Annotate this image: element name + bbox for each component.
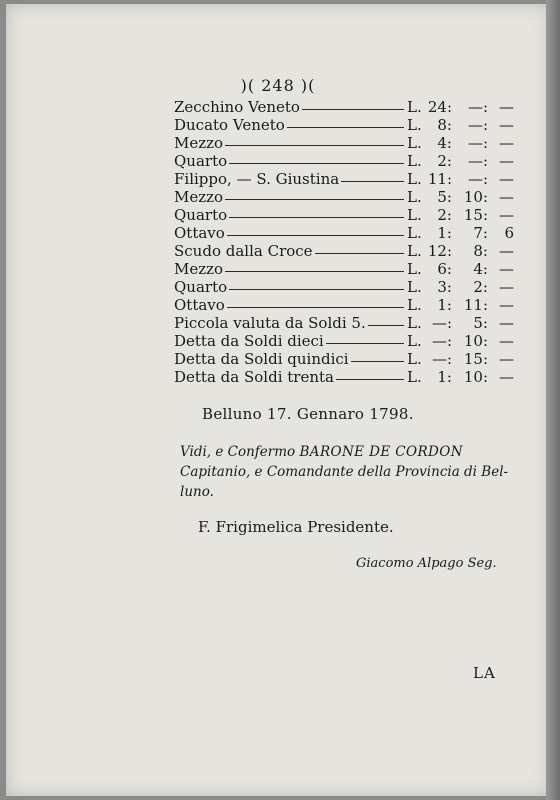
currency-unit: L. xyxy=(407,242,422,260)
denari-value: — xyxy=(499,134,514,152)
currency-unit: L. xyxy=(407,368,422,386)
leader-line xyxy=(227,307,404,308)
lire-value: —: xyxy=(431,350,452,368)
denari-value: — xyxy=(499,152,514,170)
currency-unit: L. xyxy=(407,332,422,350)
leader-line xyxy=(225,199,404,200)
lire-value: —: xyxy=(431,314,452,332)
page-edge-shadow xyxy=(546,0,560,800)
leader-line xyxy=(227,235,404,236)
page-number: )( 248 )( xyxy=(240,76,316,95)
soldi-value: 10: xyxy=(463,332,488,350)
coin-name: Zecchino Veneto xyxy=(174,98,300,116)
lire-value: 4: xyxy=(437,134,452,152)
coin-name: Piccola valuta da Soldi 5. xyxy=(174,314,366,332)
table-row xyxy=(174,116,519,134)
table-row xyxy=(174,260,519,278)
denari-value: — xyxy=(499,206,514,224)
table-row xyxy=(174,170,519,188)
currency-unit: L. xyxy=(407,260,422,278)
soldi-value: 4: xyxy=(473,260,488,278)
coin-name: Scudo dalla Croce xyxy=(174,242,313,260)
leader-line xyxy=(229,289,404,290)
lire-value: 11: xyxy=(427,170,452,188)
coin-name: Filippo, — S. Giustina xyxy=(174,170,340,188)
coin-name: Quarto xyxy=(174,152,228,170)
soldi-value: 15: xyxy=(463,206,488,224)
leader-line xyxy=(287,127,404,128)
leader-line xyxy=(351,361,404,362)
table-row xyxy=(174,224,519,242)
currency-unit: L. xyxy=(407,224,422,242)
soldi-value: 8: xyxy=(473,242,488,260)
lire-value: 1: xyxy=(437,224,452,242)
catchword: LA xyxy=(473,664,496,682)
coin-name: Detta da Soldi quindici xyxy=(174,350,349,368)
table-row xyxy=(174,314,519,332)
denari-value: — xyxy=(499,170,514,188)
leader-line xyxy=(229,163,404,164)
currency-unit: L. xyxy=(407,350,422,368)
table-row xyxy=(174,278,519,296)
soldi-value: —: xyxy=(467,134,488,152)
denari-value: — xyxy=(499,368,514,386)
currency-unit: L. xyxy=(407,314,422,332)
table-row xyxy=(174,350,519,368)
document-page xyxy=(6,4,550,796)
denari-value: — xyxy=(499,260,514,278)
lire-value: 2: xyxy=(437,206,452,224)
denari-value: — xyxy=(499,242,514,260)
currency-unit: L. xyxy=(407,170,422,188)
soldi-value: 11: xyxy=(463,296,488,314)
currency-unit: L. xyxy=(407,188,422,206)
approver-name: BARONE DE CORDON xyxy=(299,444,463,460)
denari-value: — xyxy=(499,296,514,314)
approval-line-1 xyxy=(180,442,522,462)
table-row xyxy=(174,206,519,224)
leader-line xyxy=(341,181,404,182)
leader-line xyxy=(336,379,404,380)
lire-value: 8: xyxy=(437,116,452,134)
currency-unit: L. xyxy=(407,152,422,170)
soldi-value: —: xyxy=(467,116,488,134)
denari-value: — xyxy=(499,332,514,350)
secretary-signature: Giacomo Alpago Seg. xyxy=(356,556,497,571)
approval-line-2: Capitanio, e Comandante della Provincia di Bel- xyxy=(180,464,509,480)
soldi-value: 15: xyxy=(463,350,488,368)
denari-value: — xyxy=(499,188,514,206)
soldi-value: 5: xyxy=(473,314,488,332)
lire-value: 1: xyxy=(437,368,452,386)
place-and-date: Belluno 17. Gennaro 1798. xyxy=(202,405,414,423)
currency-unit: L. xyxy=(407,134,422,152)
lire-value: 24: xyxy=(427,98,452,116)
soldi-value: —: xyxy=(467,170,488,188)
denari-value: — xyxy=(499,350,514,368)
denari-value: — xyxy=(499,116,514,134)
approval-statement xyxy=(180,442,522,502)
leader-line xyxy=(302,109,404,110)
leader-line xyxy=(225,145,404,146)
approval-line-3: luno. xyxy=(180,484,214,500)
president-signature: F. Frigimelica Presidente. xyxy=(198,518,394,536)
coin-name: Ottavo xyxy=(174,224,225,242)
denari-value: — xyxy=(499,314,514,332)
soldi-value: 10: xyxy=(463,188,488,206)
table-row xyxy=(174,368,519,386)
currency-unit: L. xyxy=(407,206,422,224)
soldi-value: 7: xyxy=(473,224,488,242)
coin-name: Quarto xyxy=(174,278,228,296)
leader-line xyxy=(315,253,404,254)
approval-text: Vidi, e Confermo xyxy=(180,444,300,460)
soldi-value: 10: xyxy=(463,368,488,386)
coin-name: Mezzo xyxy=(174,260,224,278)
coin-name: Mezzo xyxy=(174,134,224,152)
table-row xyxy=(174,242,519,260)
lire-value: 3: xyxy=(437,278,452,296)
soldi-value: 2: xyxy=(473,278,488,296)
leader-line xyxy=(225,271,404,272)
coin-name: Quarto xyxy=(174,206,228,224)
coin-name: Ducato Veneto xyxy=(174,116,285,134)
leader-line xyxy=(368,325,404,326)
currency-unit: L. xyxy=(407,296,422,314)
table-row xyxy=(174,332,519,350)
table-row xyxy=(174,296,519,314)
lire-value: 12: xyxy=(427,242,452,260)
table-row xyxy=(174,98,519,116)
leader-line xyxy=(326,343,404,344)
coin-rate-table xyxy=(174,98,519,386)
coin-name: Detta da Soldi dieci xyxy=(174,332,324,350)
denari-value: — xyxy=(499,98,514,116)
currency-unit: L. xyxy=(407,278,422,296)
coin-name: Detta da Soldi trenta xyxy=(174,368,334,386)
lire-value: 5: xyxy=(437,188,452,206)
lire-value: 1: xyxy=(437,296,452,314)
table-row xyxy=(174,134,519,152)
lire-value: 2: xyxy=(437,152,452,170)
coin-name: Ottavo xyxy=(174,296,225,314)
currency-unit: L. xyxy=(407,98,422,116)
coin-name: Mezzo xyxy=(174,188,224,206)
soldi-value: —: xyxy=(467,98,488,116)
leader-line xyxy=(229,217,404,218)
soldi-value: —: xyxy=(467,152,488,170)
lire-value: 6: xyxy=(437,260,452,278)
lire-value: —: xyxy=(431,332,452,350)
currency-unit: L. xyxy=(407,116,422,134)
table-row xyxy=(174,152,519,170)
table-row xyxy=(174,188,519,206)
denari-value: — xyxy=(499,278,514,296)
denari-value: 6 xyxy=(504,224,514,242)
